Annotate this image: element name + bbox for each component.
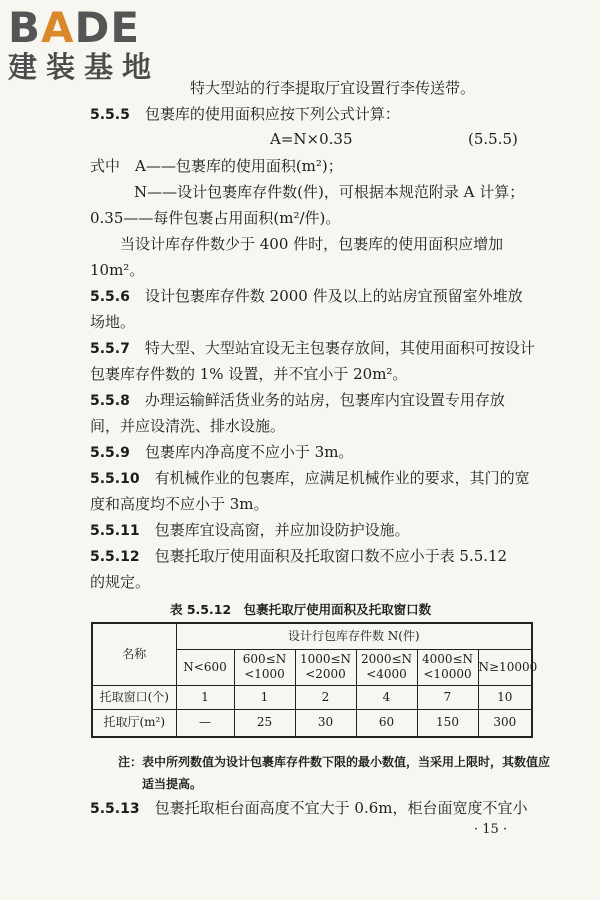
extra-line-2: 10m²。 (90, 261, 145, 279)
clause-5-5-8: 5.5.8 办理运输鲜活货业务的站房，包裹库内宜设置专用存放 (90, 391, 505, 409)
table-row (92, 685, 532, 709)
table-cell: 1 (234, 685, 295, 709)
clause-5-5-11: 5.5.11 包裹库宜设高窗，并应加设防护设施。 (90, 521, 410, 539)
table-cell: 25 (234, 709, 295, 737)
column-header: 4000≤N <10000 (417, 649, 478, 685)
column-header: 1000≤N <2000 (295, 649, 356, 685)
table-cell: 4 (356, 685, 417, 709)
brand-logo-chinese: 建装基地 (8, 50, 161, 84)
table-cell: 30 (295, 709, 356, 737)
table-cell: 2 (295, 685, 356, 709)
where-c: 0.35——每件包裹占用面积(m²/件)。 (90, 209, 341, 227)
clause-5-5-13: 5.5.13 包裹托取柜台面高度不宜大于 0.6m，柜台面宽度不宜小 (90, 799, 528, 817)
clause-5-5-10: 5.5.10 有机械作业的包裹库，应满足机械作业的要求，其门的宽 (90, 469, 530, 487)
table-row (92, 709, 532, 737)
column-header: N<600 (176, 649, 234, 685)
brand-logo-latin: BADE (8, 3, 141, 52)
formula-number: (5.5.5) (468, 130, 518, 148)
table-caption: 表 5.5.12 包裹托取厅使用面积及托取窗口数 (170, 602, 432, 617)
table-cell: 60 (356, 709, 417, 737)
clause-5-5-10-cont: 度和高度均不应小于 3m。 (90, 495, 269, 513)
table-cell: 300 (478, 709, 532, 737)
table-cell: 1 (176, 685, 234, 709)
table-cell: 150 (417, 709, 478, 737)
clause-5-5-8-cont: 间，并应设清洗、排水设施。 (90, 417, 286, 435)
table-note-line-1: 注：表中所列数值为设计包裹库存件数下限的最小数值，当采用上限时，其数值应 (118, 755, 551, 769)
table-cell: 7 (417, 685, 478, 709)
clause-5-5-12-cont: 的规定。 (90, 573, 151, 591)
clause-5-5-7-cont: 包裹库存件数的 1% 设置，并不宜小于 20m²。 (90, 365, 408, 383)
table-name-header: 名称 (92, 623, 176, 685)
clause-5-5-5: 5.5.5 包裹库的使用面积应按下列公式计算： (90, 105, 400, 123)
table-note-line-2: 适当提高。 (142, 777, 203, 791)
clause-5-5-4-tail: 特大型站的行李提取厅宜设置行李传送带。 (190, 79, 476, 97)
page-number: · 15 · (474, 822, 508, 837)
where-a: 式中 A——包裹库的使用面积(m²)； (90, 157, 343, 175)
clause-5-5-12: 5.5.12 包裹托取厅使用面积及托取窗口数不应小于表 5.5.12 (90, 547, 508, 565)
table-group-header: 设计行包库存件数 N(件) (176, 623, 532, 649)
table-cell: 10 (478, 685, 532, 709)
row-label: 托取厅(m²) (92, 709, 176, 737)
clause-5-5-6-cont: 场地。 (90, 313, 136, 331)
formula: A=N×0.35 (270, 130, 353, 148)
clause-5-5-6: 5.5.6 设计包裹库存件数 2000 件及以上的站房宜预留室外堆放 (90, 287, 523, 305)
column-header: 2000≤N <4000 (356, 649, 417, 685)
brand-logo (8, 3, 183, 84)
row-label: 托取窗口(个) (92, 685, 176, 709)
where-n: N——设计包裹库存件数(件)，可根据本规范附录 A 计算； (134, 183, 525, 201)
column-header: 600≤N <1000 (234, 649, 295, 685)
clause-5-5-7: 5.5.7 特大型、大型站宜设无主包裹存放间，其使用面积可按设计 (90, 339, 535, 357)
clause-5-5-9: 5.5.9 包裹库内净高度不应小于 3m。 (90, 443, 354, 461)
spec-table (91, 622, 538, 738)
column-header: N≥10000 (478, 649, 532, 685)
table-cell: — (176, 709, 234, 737)
extra-line-1: 当设计库存件数少于 400 件时，包裹库的使用面积应增加 (120, 235, 504, 253)
